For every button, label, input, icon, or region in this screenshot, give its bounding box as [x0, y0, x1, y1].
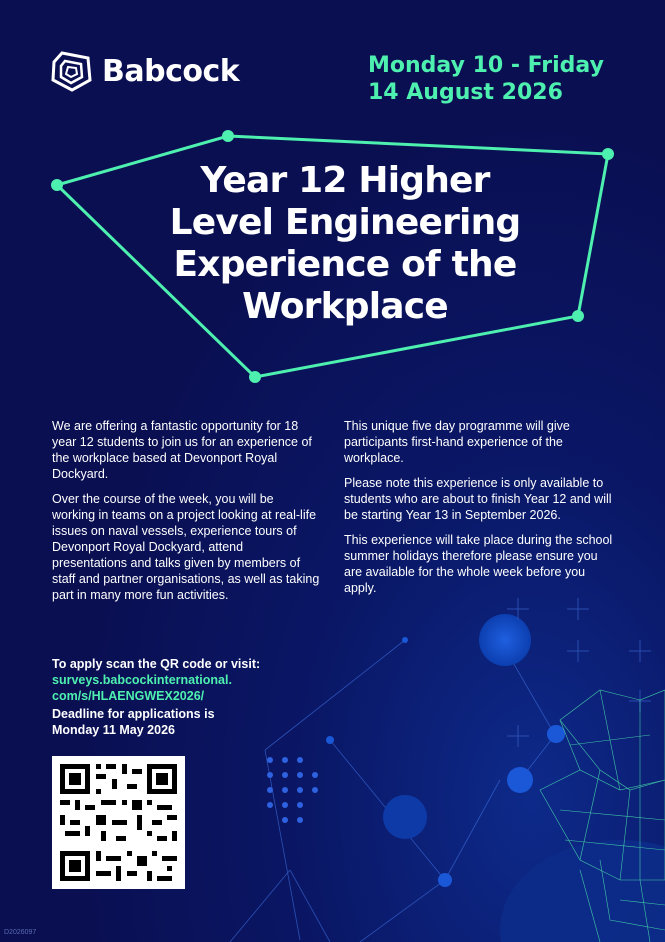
right-paragraph-2: Please note this experience is only available to students who are about to finish Year 12 and will be starting Year 13 in September 2026. — [344, 476, 612, 522]
title-line-2: Level Engineering — [169, 202, 521, 243]
right-paragraph-3: This experience will take place during the school summer holidays therefore please ensure you are available for the whole week before you apply. — [344, 533, 613, 595]
right-paragraph-1: This unique five day programme will give participants first-hand experience of the workplace. — [344, 419, 570, 465]
brand-name: Babcock — [102, 53, 240, 89]
left-paragraph-2: Over the course of the week, you will be working in teams on a project looking at real-life issues on naval vessels, experience tours of Devonport Royal Dockyard, attend presentations and talks given by members of staff and partner organisations, as well as taking part in many more fun activities. — [52, 492, 320, 602]
decor-circle — [507, 767, 533, 793]
decor-circle — [402, 637, 408, 643]
dates-line-1: Monday 10 - Friday — [368, 53, 604, 78]
apply-link-line-1[interactable]: surveys.babcockinternational. — [52, 673, 232, 687]
brand-logo — [50, 50, 239, 92]
qr-code[interactable] — [52, 756, 185, 889]
right-column — [344, 418, 614, 605]
decor-circle — [479, 614, 531, 666]
decor-circle — [438, 873, 452, 887]
apply-link-line-2[interactable]: com/s/HLAENGWEX2026/ — [52, 689, 205, 703]
decor-circle — [383, 795, 427, 839]
deadline-line-1: Deadline for applications is — [52, 707, 215, 721]
page-title — [150, 160, 540, 328]
apply-section — [52, 656, 312, 738]
dot-grid — [267, 757, 318, 823]
event-dates — [368, 52, 604, 106]
decor-circle — [326, 736, 334, 744]
decor-circle — [547, 725, 565, 743]
apply-intro: To apply scan the QR code or visit: — [52, 657, 261, 671]
deadline-line-2: Monday 11 May 2026 — [52, 723, 175, 737]
reference-code: D2026097 — [4, 929, 37, 936]
qr-code-graphic — [52, 756, 185, 889]
left-column — [52, 418, 320, 612]
babcock-hexagon-logo-icon — [50, 50, 92, 92]
dates-line-2: 14 August 2026 — [368, 80, 563, 105]
title-line-4: Workplace — [242, 286, 448, 327]
title-line-1: Year 12 Higher — [200, 160, 490, 201]
left-paragraph-1: We are offering a fantastic opportunity for 18 year 12 students to join us for an experience of the workplace based at Devonport Royal Dockyard. — [52, 419, 312, 481]
title-line-3: Experience of the — [173, 244, 517, 285]
